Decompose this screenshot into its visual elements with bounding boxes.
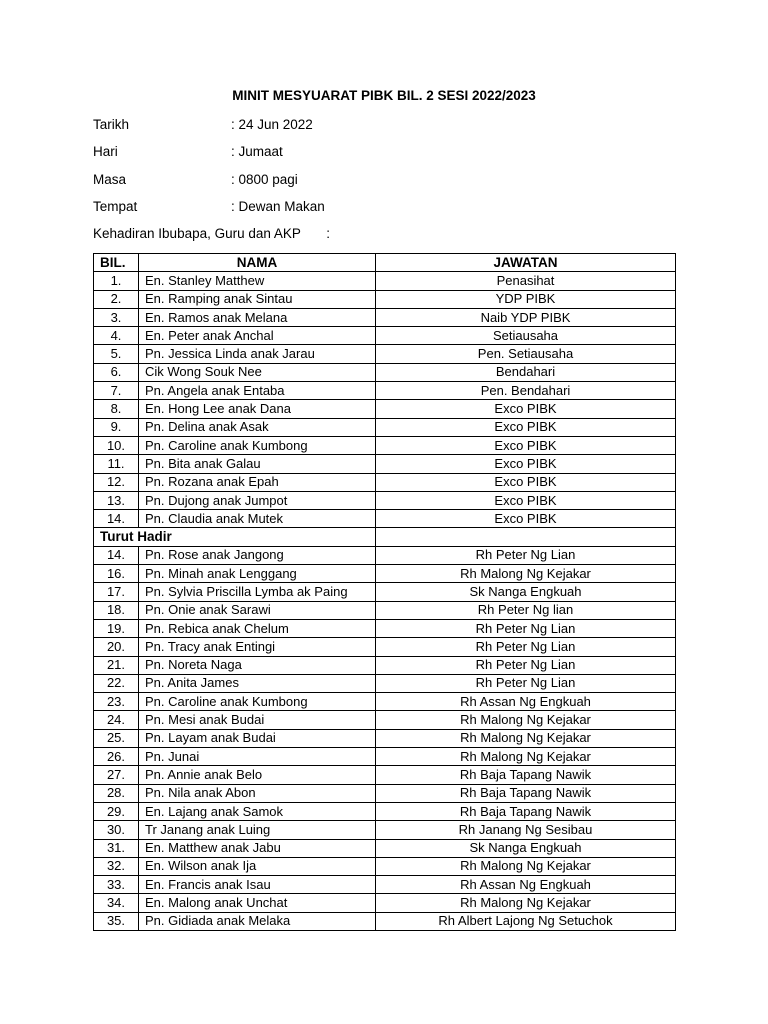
table-row — [94, 674, 676, 692]
table-row — [94, 729, 676, 747]
table-row — [94, 473, 676, 491]
jawatan-cell: Rh Baja Tapang Nawik — [376, 766, 676, 784]
attendee-rows — [94, 546, 676, 930]
meta-label: Hari — [93, 144, 118, 159]
meta-value: : 0800 pagi — [231, 172, 298, 187]
nama-cell: En. Hong Lee anak Dana — [139, 400, 376, 418]
jawatan-cell: Rh Peter Ng Lian — [376, 546, 676, 564]
bil-cell: 16. — [94, 565, 139, 583]
jawatan-cell: Rh Peter Ng Lian — [376, 674, 676, 692]
jawatan-cell: Penasihat — [376, 272, 676, 290]
section-row — [94, 528, 676, 546]
table-header-row — [94, 254, 676, 272]
nama-cell: Pn. Jessica Linda anak Jarau — [139, 345, 376, 363]
committee-rows — [94, 272, 676, 528]
nama-cell: En. Lajang anak Samok — [139, 802, 376, 820]
jawatan-cell: Exco PIBK — [376, 510, 676, 528]
jawatan-cell: Rh Albert Lajong Ng Setuchok — [376, 912, 676, 930]
table-row — [94, 857, 676, 875]
jawatan-cell: Exco PIBK — [376, 418, 676, 436]
table-row — [94, 308, 676, 326]
bil-cell: 4. — [94, 327, 139, 345]
jawatan-cell: Pen. Bendahari — [376, 382, 676, 400]
header-nama: NAMA — [139, 254, 376, 272]
jawatan-cell: Rh Malong Ng Kejakar — [376, 565, 676, 583]
table-row — [94, 583, 676, 601]
bil-cell: 34. — [94, 894, 139, 912]
bil-cell: 30. — [94, 821, 139, 839]
bil-cell: 10. — [94, 436, 139, 454]
table-row — [94, 821, 676, 839]
jawatan-cell: Sk Nanga Engkuah — [376, 583, 676, 601]
table-row — [94, 363, 676, 381]
bil-cell: 11. — [94, 455, 139, 473]
jawatan-cell: Exco PIBK — [376, 491, 676, 509]
bil-cell: 20. — [94, 638, 139, 656]
jawatan-cell: Sk Nanga Engkuah — [376, 839, 676, 857]
nama-cell: Pn. Noreta Naga — [139, 656, 376, 674]
document-title: MINIT MESYUARAT PIBK BIL. 2 SESI 2022/2023 — [232, 88, 536, 103]
table-row — [94, 491, 676, 509]
meta-value: : Dewan Makan — [231, 199, 325, 214]
jawatan-cell: Rh Peter Ng Lian — [376, 656, 676, 674]
jawatan-cell: Rh Peter Ng Lian — [376, 619, 676, 637]
bil-cell: 24. — [94, 711, 139, 729]
nama-cell: En. Ramping anak Sintau — [139, 290, 376, 308]
nama-cell: En. Ramos anak Melana — [139, 308, 376, 326]
bil-cell: 22. — [94, 674, 139, 692]
nama-cell: Pn. Sylvia Priscilla Lymba ak Paing — [139, 583, 376, 601]
bil-cell: 5. — [94, 345, 139, 363]
nama-cell: Tr Janang anak Luing — [139, 821, 376, 839]
bil-cell: 33. — [94, 876, 139, 894]
bil-cell: 35. — [94, 912, 139, 930]
jawatan-cell: Exco PIBK — [376, 436, 676, 454]
jawatan-cell: Exco PIBK — [376, 473, 676, 491]
table-row — [94, 766, 676, 784]
bil-cell: 17. — [94, 583, 139, 601]
bil-cell: 29. — [94, 802, 139, 820]
bil-cell: 9. — [94, 418, 139, 436]
nama-cell: En. Francis anak Isau — [139, 876, 376, 894]
jawatan-cell: Naib YDP PIBK — [376, 308, 676, 326]
bil-cell: 18. — [94, 601, 139, 619]
bil-cell: 25. — [94, 729, 139, 747]
jawatan-cell: Rh Malong Ng Kejakar — [376, 729, 676, 747]
nama-cell: En. Malong anak Unchat — [139, 894, 376, 912]
attendance-colon: : — [326, 226, 330, 241]
jawatan-cell: Rh Assan Ng Engkuah — [376, 876, 676, 894]
table-row — [94, 656, 676, 674]
table-row — [94, 619, 676, 637]
jawatan-cell: YDP PIBK — [376, 290, 676, 308]
nama-cell: Pn. Nila anak Abon — [139, 784, 376, 802]
meta-label: Tempat — [93, 199, 138, 214]
table-row — [94, 912, 676, 930]
jawatan-cell: Rh Baja Tapang Nawik — [376, 784, 676, 802]
header-jawatan: JAWATAN — [376, 254, 676, 272]
bil-cell: 3. — [94, 308, 139, 326]
nama-cell: Pn. Caroline anak Kumbong — [139, 693, 376, 711]
nama-cell: Pn. Delina anak Asak — [139, 418, 376, 436]
jawatan-cell: Exco PIBK — [376, 455, 676, 473]
meta-value: : Jumaat — [231, 144, 283, 159]
table-row — [94, 876, 676, 894]
jawatan-cell: Rh Malong Ng Kejakar — [376, 894, 676, 912]
nama-cell: Pn. Rose anak Jangong — [139, 546, 376, 564]
bil-cell: 31. — [94, 839, 139, 857]
jawatan-cell: Rh Assan Ng Engkuah — [376, 693, 676, 711]
bil-cell: 23. — [94, 693, 139, 711]
nama-cell: Cik Wong Souk Nee — [139, 363, 376, 381]
nama-cell: Pn. Claudia anak Mutek — [139, 510, 376, 528]
nama-cell: Pn. Rebica anak Chelum — [139, 619, 376, 637]
nama-cell: Pn. Bita anak Galau — [139, 455, 376, 473]
table-row — [94, 693, 676, 711]
bil-cell: 8. — [94, 400, 139, 418]
attendance-label: Kehadiran Ibubapa, Guru dan AKP — [93, 226, 301, 241]
jawatan-cell: Rh Peter Ng lian — [376, 601, 676, 619]
table-row — [94, 784, 676, 802]
nama-cell: Pn. Minah anak Lenggang — [139, 565, 376, 583]
bil-cell: 32. — [94, 857, 139, 875]
bil-cell: 2. — [94, 290, 139, 308]
nama-cell: En. Stanley Matthew — [139, 272, 376, 290]
jawatan-cell: Rh Malong Ng Kejakar — [376, 857, 676, 875]
nama-cell: Pn. Tracy anak Entingi — [139, 638, 376, 656]
nama-cell: En. Matthew anak Jabu — [139, 839, 376, 857]
table-row — [94, 565, 676, 583]
jawatan-cell: Exco PIBK — [376, 400, 676, 418]
bil-cell: 19. — [94, 619, 139, 637]
jawatan-cell: Bendahari — [376, 363, 676, 381]
bil-cell: 7. — [94, 382, 139, 400]
bil-cell: 21. — [94, 656, 139, 674]
table-row — [94, 839, 676, 857]
table-row — [94, 327, 676, 345]
nama-cell: Pn. Onie anak Sarawi — [139, 601, 376, 619]
jawatan-cell: Rh Baja Tapang Nawik — [376, 802, 676, 820]
meta-value: : 24 Jun 2022 — [231, 117, 313, 132]
nama-cell: En. Peter anak Anchal — [139, 327, 376, 345]
bil-cell: 27. — [94, 766, 139, 784]
table-row — [94, 894, 676, 912]
nama-cell: Pn. Caroline anak Kumbong — [139, 436, 376, 454]
table-row — [94, 382, 676, 400]
attendance-table — [93, 253, 676, 931]
nama-cell: Pn. Angela anak Entaba — [139, 382, 376, 400]
bil-cell: 13. — [94, 491, 139, 509]
bil-cell: 14. — [94, 510, 139, 528]
nama-cell: Pn. Junai — [139, 748, 376, 766]
table-row — [94, 418, 676, 436]
table-row — [94, 546, 676, 564]
table-row — [94, 272, 676, 290]
nama-cell: En. Wilson anak Ija — [139, 857, 376, 875]
bil-cell: 12. — [94, 473, 139, 491]
bil-cell: 1. — [94, 272, 139, 290]
table-row — [94, 400, 676, 418]
nama-cell: Pn. Layam anak Budai — [139, 729, 376, 747]
header-bil: BIL. — [94, 254, 139, 272]
table-row — [94, 345, 676, 363]
table-row — [94, 290, 676, 308]
jawatan-cell: Rh Malong Ng Kejakar — [376, 748, 676, 766]
table-row — [94, 455, 676, 473]
bil-cell: 14. — [94, 546, 139, 564]
jawatan-cell: Setiausaha — [376, 327, 676, 345]
table-row — [94, 802, 676, 820]
nama-cell: Pn. Dujong anak Jumpot — [139, 491, 376, 509]
jawatan-cell: Rh Janang Ng Sesibau — [376, 821, 676, 839]
table-row — [94, 638, 676, 656]
jawatan-cell: Rh Malong Ng Kejakar — [376, 711, 676, 729]
meta-label: Masa — [93, 172, 127, 187]
attendance-heading — [93, 226, 330, 241]
nama-cell: Pn. Annie anak Belo — [139, 766, 376, 784]
nama-cell: Pn. Gidiada anak Melaka — [139, 912, 376, 930]
nama-cell: Pn. Anita James — [139, 674, 376, 692]
bil-cell: 28. — [94, 784, 139, 802]
jawatan-cell: Pen. Setiausaha — [376, 345, 676, 363]
jawatan-cell: Rh Peter Ng Lian — [376, 638, 676, 656]
table-row — [94, 601, 676, 619]
nama-cell: Pn. Rozana anak Epah — [139, 473, 376, 491]
bil-cell: 26. — [94, 748, 139, 766]
table-row — [94, 711, 676, 729]
bil-cell: 6. — [94, 363, 139, 381]
table-row — [94, 748, 676, 766]
table-row — [94, 436, 676, 454]
section-label: Turut Hadir — [94, 528, 376, 546]
nama-cell: Pn. Mesi anak Budai — [139, 711, 376, 729]
table-row — [94, 510, 676, 528]
meta-label: Tarikh — [93, 117, 130, 132]
